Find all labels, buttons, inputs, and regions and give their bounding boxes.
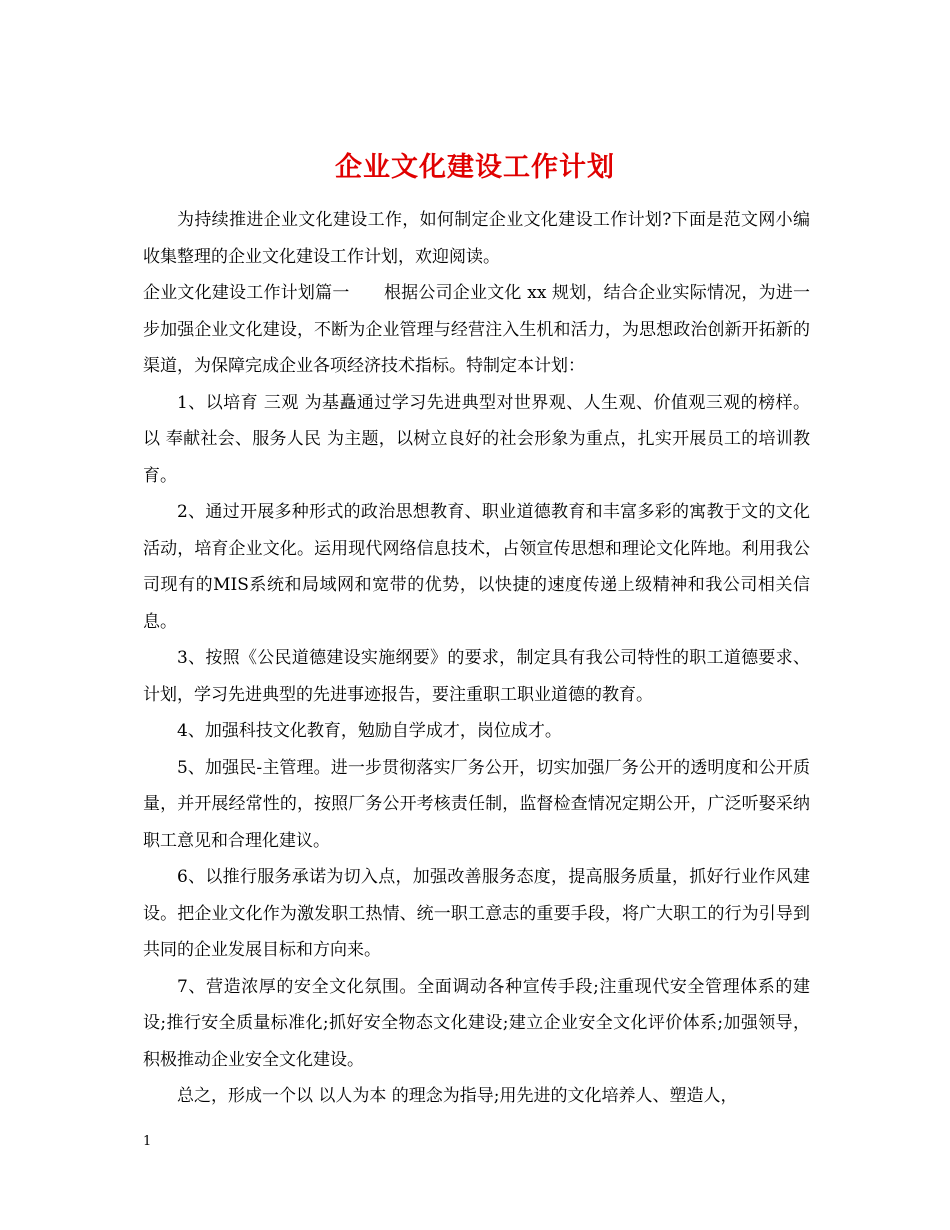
document-title: 企业文化建设工作计划 (335, 152, 615, 184)
plan-item-6: 6、以推行服务承诺为切入点，加强改善服务态度，提高服务质量，抓好行业作风建设。把企业文化作为激发职工热情、统一职工意志的重要手段，将广大职工的行为引导到共同的企业发展目标和方向来。 (143, 867, 810, 960)
plan-item-4: 4、加强科技文化教育，勉励自学成才，岗位成才。 (177, 721, 562, 741)
plan-item-3: 3、按照《公民道德建设实施纲要》的要求，制定具有我公司特性的职工道德要求、计划，学习先进典型的先进事迹报告，要注重职工职业道德的教育。 (143, 648, 810, 705)
plan-item-1: 1、以培育 三观 为基矗通过学习先进典型对世界观、人生观、价值观三观的榜样。以 奉献社会、服务人民 为主题，以树立良好的社会形象为重点，扎实开展员工的培训教育。 (143, 392, 810, 486)
plan-intro-paragraph: 企业文化建设工作计划篇一 根据公司企业文化 xx 规划，结合企业实际情况，为进一步加强企业文化建设，不断为企业管理与经营注入生机和活力，为思想政治创新开拓新的渠道，为保障完成企业各项经济技术指标。特制定本计划： (143, 283, 810, 376)
plan-item-2: 2、通过开展多种形式的政治思想教育、职业道德教育和丰富多彩的寓教于文的文化活动，培育企业文化。运用现代网络信息技术，占领宣传思想和理论文化阵地。利用我公司现有的MIS系统和局域网和宽带的优势，以快捷的速度传递上级精神和我公司相关信息。 (143, 502, 810, 632)
plan-item-7: 7、营造浓厚的安全文化氛围。全面调动各种宣传手段;注重现代安全管理体系的建设;推行安全质量标准化;抓好安全物态文化建设;建立企业安全文化评价体系;加强领导，积极推动企业安全文化建设。 (143, 976, 810, 1070)
document-body (143, 202, 810, 1115)
summary-paragraph: 总之，形成一个以 以人为本 的理念为指导;用先进的文化培养人、塑造人， (177, 1086, 738, 1106)
page-number: 1 (143, 1134, 152, 1149)
plan-item-5: 5、加强民-主管理。进一步贯彻落实厂务公开，切实加强厂务公开的透明度和公开质量，并开展经常性的，按照厂务公开考核责任制，监督检查情况定期公开，广泛听娶采纳职工意见和合理化建议。 (143, 757, 810, 851)
intro-paragraph: 为持续推进企业文化建设工作，如何制定企业文化建设工作计划?下面是范文网小编收集整理的企业文化建设工作计划，欢迎阅读。 (143, 210, 810, 267)
